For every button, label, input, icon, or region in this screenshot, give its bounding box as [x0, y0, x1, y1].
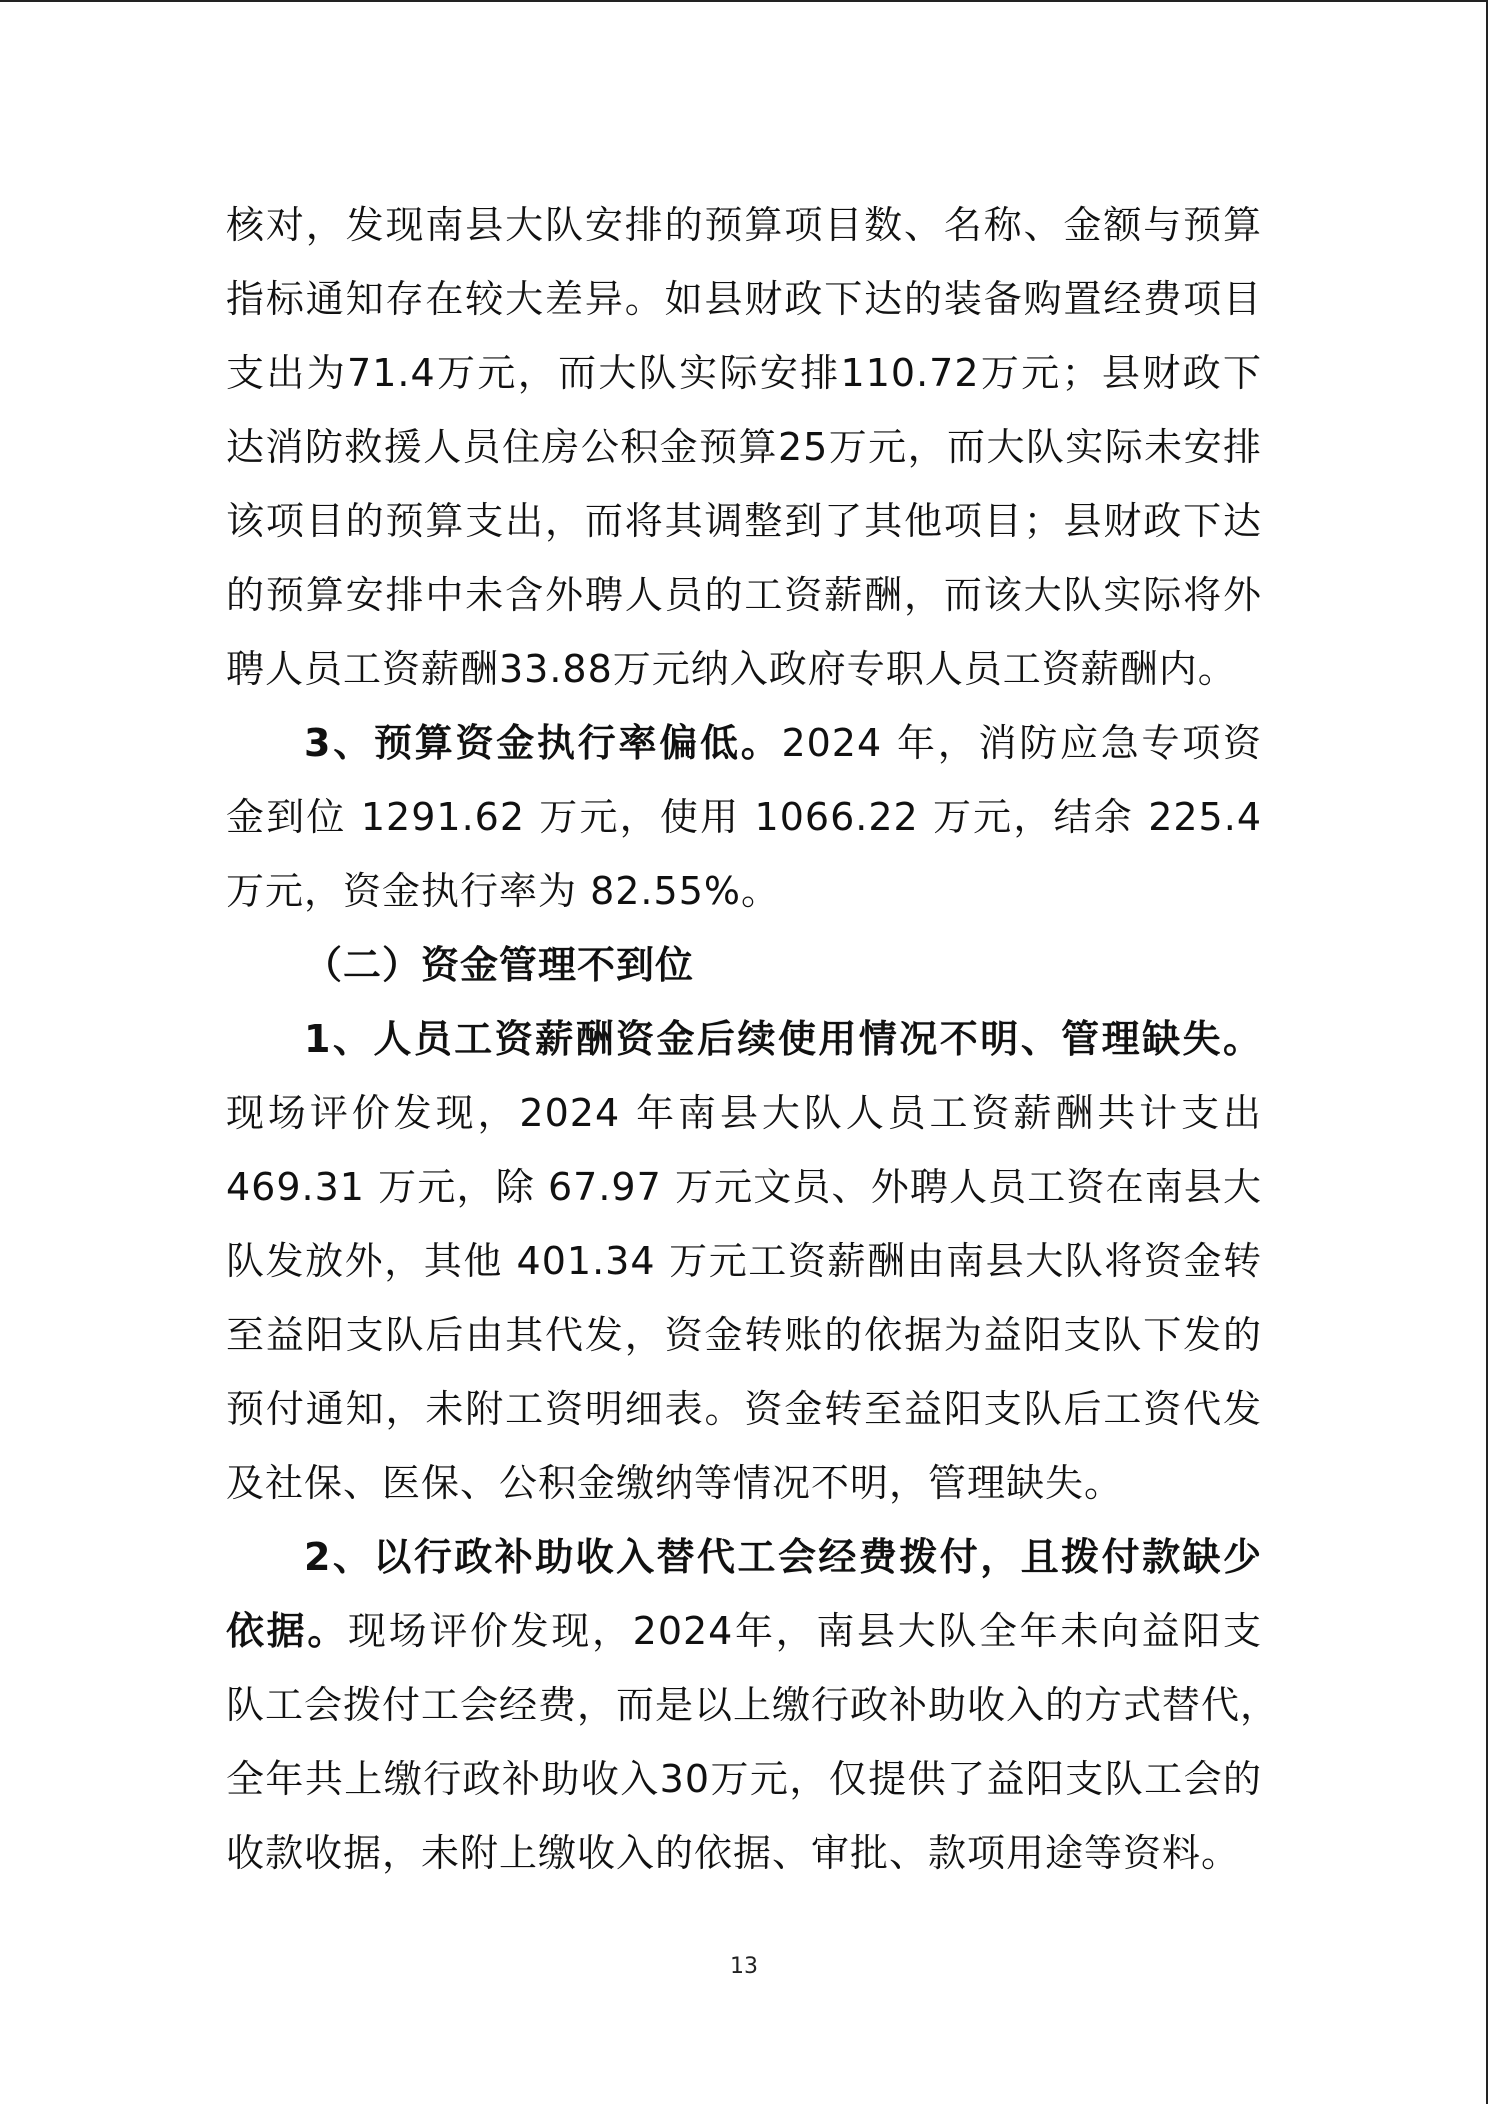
text-line: 现场评价发现，2024 年南县大队人员工资薪酬共计支出	[226, 1091, 1262, 1135]
document-body	[226, 188, 1280, 1890]
text-line: 预付通知，未附工资明细表。资金转至益阳支队后工资代发	[226, 1387, 1262, 1431]
page-number: 13	[730, 1954, 758, 1979]
text-line: 的预算安排中未含外聘人员的工资薪酬，而该大队实际将外	[226, 573, 1262, 617]
text-run: 2024 年，消防应急专项资	[781, 721, 1262, 765]
text-line: 及社保、医保、公积金缴纳等情况不明，管理缺失。	[226, 1461, 1124, 1505]
text-line: 收款收据，未附上缴收入的依据、审批、款项用途等资料。	[226, 1831, 1241, 1875]
text-line: 达消防救援人员住房公积金预算25万元，而大队实际未安排	[226, 425, 1262, 469]
text-line: 该项目的预算支出，而将其调整到了其他项目；县财政下达	[226, 499, 1262, 543]
text-line: 核对，发现南县大队安排的预算项目数、名称、金额与预算	[226, 203, 1262, 247]
item-heading: 依据。	[226, 1609, 348, 1653]
page-top-border	[0, 0, 1488, 2]
text-line: 全年共上缴行政补助收入30万元，仅提供了益阳支队工会的	[226, 1757, 1262, 1801]
text-line: 万元，资金执行率为 82.55%。	[226, 869, 780, 913]
paragraph-heading-line	[226, 706, 1262, 780]
text-line: 指标通知存在较大差异。如县财政下达的装备购置经费项目	[226, 277, 1262, 321]
item-heading: 1、人员工资薪酬资金后续使用情况不明、管理缺失。	[304, 1017, 1262, 1061]
text-line: 至益阳支队后由其代发，资金转账的依据为益阳支队下发的	[226, 1313, 1262, 1357]
text-line: 队发放外，其他 401.34 万元工资薪酬由南县大队将资金转	[226, 1239, 1262, 1283]
item-heading: 2、以行政补助收入替代工会经费拨付，且拨付款缺少	[304, 1535, 1262, 1579]
text-line: 聘人员工资薪酬33.88万元纳入政府专职人员工资薪酬内。	[226, 647, 1237, 691]
text-line: 469.31 万元，除 67.97 万元文员、外聘人员工资在南县大	[226, 1165, 1262, 1209]
section-heading: （二）资金管理不到位	[304, 943, 695, 987]
text-line: 支出为71.4万元，而大队实际安排110.72万元；县财政下	[226, 351, 1262, 395]
text-line: 队工会拨付工会经费，而是以上缴行政补助收入的方式替代，	[226, 1683, 1280, 1727]
text-line: 金到位 1291.62 万元，使用 1066.22 万元，结余 225.4	[226, 795, 1262, 839]
item-heading: 3、预算资金执行率偏低。	[304, 721, 782, 765]
text-run: 现场评价发现，2024年，南县大队全年未向益阳支	[348, 1609, 1262, 1653]
paragraph-heading-line	[226, 1594, 1262, 1668]
